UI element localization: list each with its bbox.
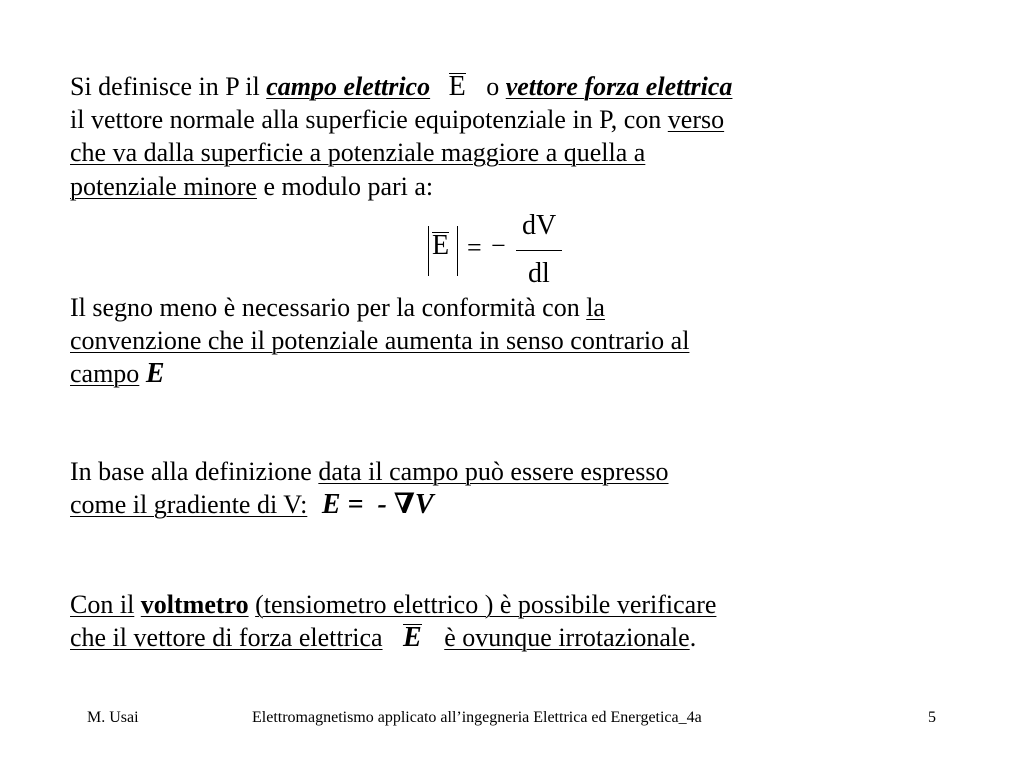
paragraph-2-line-1 <box>70 292 605 324</box>
paragraph-3-line-2 <box>70 489 434 521</box>
fraction-denominator: dl <box>528 258 550 289</box>
underlined-text: data il campo può essere espresso <box>318 457 669 486</box>
text: e modulo pari a: <box>263 172 434 201</box>
irrotazionale-text: è ovunque irrotazionale <box>444 623 690 652</box>
fraction-line <box>516 250 562 251</box>
paragraph-1-line-1 <box>70 71 732 103</box>
underlined-text: la <box>586 293 605 322</box>
verso-term: verso <box>667 105 725 134</box>
vettore-forza-elettrica-term: vettore forza elettrica <box>505 72 733 101</box>
vector-e-symbol: E <box>432 230 450 261</box>
potenziale-minore-term: potenziale minore <box>70 172 257 201</box>
paragraph-4-line-2 <box>70 622 696 654</box>
paragraph-1-line-4 <box>70 171 433 203</box>
gradient-text: come il gradiente di V: <box>70 490 308 519</box>
footer-page-number: 5 <box>928 709 936 726</box>
paragraph-2-line-2: convenzione che il potenziale aumenta in senso contrario al <box>70 326 690 355</box>
underlined-text: che il vettore di forza elettrica <box>70 623 383 652</box>
campo-elettrico-term: campo elettrico <box>266 72 431 101</box>
paragraph-2-line-3 <box>70 358 165 390</box>
abs-bar-right <box>457 226 458 276</box>
paragraph-1-line-2 <box>70 104 724 136</box>
campo-term: campo <box>70 359 140 388</box>
abs-bar-left <box>428 226 429 276</box>
e-symbol: E <box>145 358 165 389</box>
underlined-text: (tensiometro elettrico ) è possibile verificare <box>255 590 717 619</box>
footer-course-title: Elettromagnetismo applicato all’ingegneria Elettrica ed Energetica_4a <box>252 709 702 726</box>
paragraph-1-line-3: che va dalla superficie a potenziale maggiore a quella a <box>70 138 646 167</box>
text: il vettore normale alla superficie equipotenziale in P, con <box>70 105 662 134</box>
period: . <box>689 623 697 652</box>
paragraph-3-line-1 <box>70 456 669 488</box>
footer-author: M. Usai <box>87 709 139 726</box>
vector-e-symbol: E <box>448 71 466 102</box>
paragraph-4-line-1 <box>70 589 716 621</box>
text: Il segno meno è necessario per la conformità con <box>70 293 580 322</box>
text: Si definisce in P il <box>70 72 260 101</box>
equals-sign: = <box>467 233 482 262</box>
minus-sign: − <box>491 231 506 260</box>
underlined-text: Con il <box>70 590 135 619</box>
text: o <box>486 72 500 101</box>
vector-e-symbol: E <box>403 622 422 653</box>
fraction-numerator: dV <box>522 210 557 241</box>
voltmetro-term: voltmetro <box>140 590 249 619</box>
gradient-expression: E = - ∇V <box>321 489 434 520</box>
text: In base alla definizione <box>70 457 312 486</box>
